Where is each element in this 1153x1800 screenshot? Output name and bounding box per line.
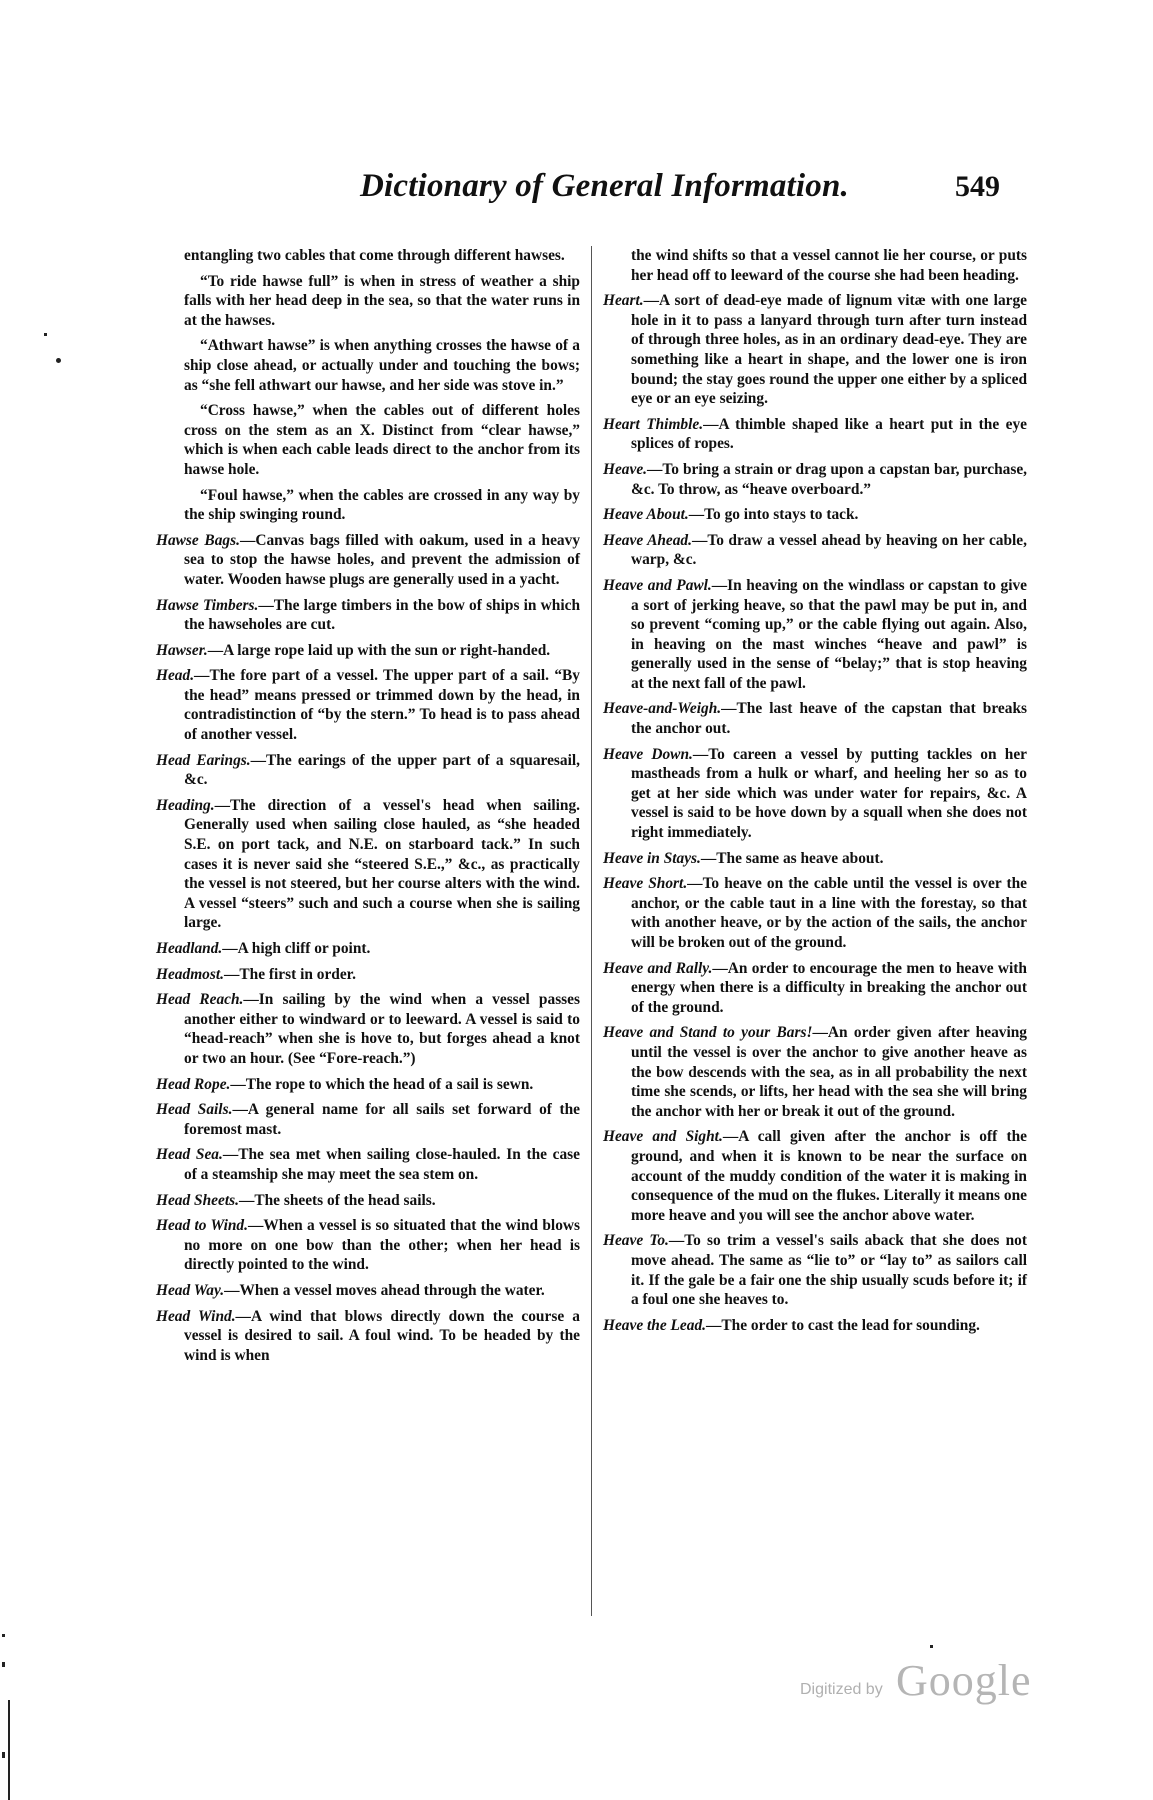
scan-mark [930, 1645, 933, 1648]
entry-definition: —The same as heave about. [700, 849, 884, 867]
entry-term: Head Sea. [156, 1146, 223, 1164]
entry-term: Headmost. [156, 965, 224, 983]
dictionary-entry [603, 576, 1027, 694]
entry-definition: —To so trim a vessel's sails aback that she does not move ahead. The same as “lie to” or “lay to” as sailors call it. If the gale be a fair one the ship usually scuds before it; if a foul one she heaves to. [631, 1232, 1027, 1309]
dictionary-entry [156, 531, 580, 590]
dictionary-entry [156, 796, 580, 933]
entry-definition: —Canvas bags filled with oakum, used in a heavy sea to stop the hawse holes, and prevent the admission of water. Wooden hawse plugs are generally used in a yacht. [184, 531, 581, 588]
entry-definition: —When a vessel is so situated that the wind blows no more on one bow than the other; when her head is directly pointed to the wind. [184, 1217, 580, 1274]
continued-text: entangling two cables that come through different hawses. [184, 247, 565, 264]
dictionary-entry [603, 1231, 1027, 1309]
entry-term: Heave-and-Weigh. [603, 700, 722, 718]
dictionary-entry [156, 641, 580, 661]
dictionary-entry [603, 849, 1027, 869]
sub-paragraph: “Cross hawse,” when the cables out of different holes cross on the stem as an X. Distinct from “clear hawse,” which is when each cable leads direct to the anchor from its hawse hole. [184, 402, 580, 478]
entry-definition: —A wind that blows directly down the course a vessel is desired to sail. A foul wind. To be headed by the wind is when [184, 1307, 580, 1364]
entry-term: Hawse Timbers. [156, 596, 259, 614]
entry-term: Head Wind. [156, 1307, 236, 1325]
column-divider [591, 246, 592, 1616]
scan-mark [8, 1700, 10, 1800]
entry-term: Head Way. [156, 1281, 225, 1299]
entry-definition: —When a vessel moves ahead through the water. [224, 1281, 545, 1299]
dictionary-entry [603, 505, 1027, 525]
google-watermark [800, 1655, 1060, 1705]
entry-term: Heave Down. [603, 745, 693, 763]
right-column [603, 246, 1027, 1341]
dictionary-entry [156, 666, 580, 744]
dictionary-entry [156, 990, 580, 1068]
entry-term: Heave To. [603, 1232, 669, 1250]
dictionary-entry [156, 1307, 580, 1366]
entry-definition: —The order to cast the lead for sounding. [706, 1316, 980, 1334]
sub-paragraph: “To ride hawse full” is when in stress of weather a ship falls with her head deep in the sea, so that the water runs in at the hawses. [184, 272, 580, 329]
entry-term: Hawse Bags. [156, 531, 240, 549]
dictionary-entry [156, 1216, 580, 1275]
dictionary-entry [156, 1100, 580, 1139]
dictionary-entry [603, 531, 1027, 570]
entry-definition: —In sailing by the wind when a vessel passes another either to windward or to leeward. A vessel is said to “head-reach” when she is hove to, but forges ahead a knot or two an hour. (See “Fore-reach.”) [184, 991, 580, 1067]
entry-term: Heave About. [603, 506, 689, 524]
dictionary-entry [156, 965, 580, 985]
entry-definition: —To draw a vessel ahead by heaving on her cable, warp, &c. [631, 531, 1027, 569]
entry-definition: —To careen a vessel by putting tackles on her mastheads from a hulk or wharf, and heeling her so as to get at her side which was under water for repairs, &c. A vessel is said to be hove down by a squall when she does not right immediately. [631, 745, 1027, 842]
entry-definition: —An order to encourage the men to heave with energy when there is a difficulty in breaking the anchor out of the ground. [631, 959, 1027, 1016]
entry-definition: —To bring a strain or drag upon a capstan bar, purchase, &c. To throw, as “heave overboard.” [631, 460, 1027, 498]
page-header [360, 168, 1000, 218]
entry-term: Heave and Rally. [603, 959, 713, 977]
entry-term: Head Earings. [156, 751, 251, 769]
entry-term: Head. [156, 667, 195, 685]
entry-term: Head Reach. [156, 991, 244, 1009]
entry-term: Heave. [603, 460, 648, 478]
entry-definition: —A sort of dead-eye made of lignum vitæ with one large hole in it to pass a lanyard through turn after turn instead of through three holes, as in an ordinary dead-eye. They are something like a heart in shape, and the lower one is iron bound; the stay goes round the upper one either by a spliced eye or an eye seizing. [631, 292, 1027, 408]
entry-term: Heave the Lead. [603, 1316, 706, 1334]
running-title: Dictionary of General Information. [360, 168, 849, 204]
page-number: 549 [955, 170, 1000, 203]
entry-definition: —The first in order. [223, 965, 356, 983]
entry-term: Head Sheets. [156, 1191, 239, 1209]
entry-definition: —In heaving on the windlass or capstan to give a sort of jerking heave, so that the pawl may be put in, and so prevent “coming up,” or the cable flying out again. Also, in heaving on the mast winches “heave and pawl” is generally used in the sense of “belay;” that is stop heaving at the next fall of the pawl. [631, 576, 1027, 692]
dictionary-entry [603, 959, 1027, 1018]
entry-definition: —A general name for all sails set forward of the foremost mast. [184, 1101, 580, 1138]
entry-term: Headland. [156, 940, 223, 957]
entry-definition: —The large timbers in the bow of ships in which the hawseholes are cut. [184, 596, 580, 634]
entry-definition: —The sheets of the head sails. [238, 1191, 436, 1209]
continued-text: the wind shifts so that a vessel cannot lie her course, or puts her head off to leeward of the course she had been heading. [631, 247, 1027, 284]
dictionary-entry [156, 939, 580, 959]
scan-mark [44, 333, 47, 336]
dictionary-entry [603, 1316, 1027, 1336]
entry-term: Heave Short. [603, 875, 688, 893]
entry-definition: —The sea met when sailing close-hauled. In the case of a steamship she may meet the sea stem on. [184, 1146, 580, 1183]
dictionary-entry [603, 699, 1027, 738]
entry-term: Heart. [603, 292, 644, 310]
entry-definition: —To heave on the cable until the vessel is over the anchor, or the cable taut in a line with the forestay, so that with another heave, or by the action of the sails, the anchor will be broken out of the ground. [631, 875, 1027, 951]
dictionary-entry [603, 1023, 1027, 1121]
entry-definition: —The rope to which the head of a sail is sewn. [230, 1075, 534, 1093]
watermark-google-logo: Google [896, 1656, 1032, 1705]
scan-mark [2, 1752, 5, 1758]
dictionary-entry [603, 874, 1027, 952]
sub-paragraph: “Athwart hawse” is when anything crosses the hawse of a ship close ahead, or actually under and touching the bows; as “she fell athwart our hawse, and her side was stove in.” [184, 337, 580, 394]
scan-mark [2, 1662, 5, 1667]
dictionary-entry [603, 745, 1027, 843]
entry-term: Hawser. [156, 641, 208, 659]
dictionary-entry [156, 751, 580, 790]
watermark-digitized-text: Digitized by [800, 1681, 883, 1698]
scan-mark [2, 1634, 5, 1637]
entry-term: Heave and Sight. [603, 1128, 723, 1146]
dictionary-entry [156, 1191, 580, 1211]
entry-definition: —A large rope laid up with the sun or right-handed. [207, 641, 551, 659]
entry-definition: —An order given after heaving until the vessel is over the anchor to give another heave as the bow descends with the sea, as in all probability the next time she scends, or lifts, her head with the sea she will bring the anchor with her or break it out of the ground. [631, 1024, 1027, 1120]
entry-definition: —To go into stays to tack. [688, 506, 859, 524]
entry-definition: —A thimble shaped like a heart put in the eye splices of ropes. [631, 415, 1027, 453]
dictionary-entry [156, 1075, 580, 1095]
entry-term: Heave in Stays. [603, 849, 701, 867]
scan-mark [56, 358, 61, 363]
dictionary-entry [603, 460, 1027, 499]
entry-definition: —The fore part of a vessel. The upper part of a sail. “By the head” means pressed or trimmed down by the head, in contradistinction of “by the stern.” To head is to pass ahead of another vessel. [184, 667, 580, 744]
dictionary-entry [603, 415, 1027, 454]
entry-term: Heave and Stand to your Bars! [603, 1024, 813, 1042]
entry-term: Heave and Pawl. [603, 576, 712, 594]
entry-definition: —The last heave of the capstan that breaks the anchor out. [631, 700, 1027, 738]
entry-definition: —The direction of a vessel's head when sailing. Generally used when sailing close hauled, as “she headed S.E. on port tack, and N.E. on starboard tack.” In such cases it is never said she “steered S.E.,” &c., as practically the vessel is not steered, but her course alters with the wind. A vessel “steers” such and such a course when she is sailing large. [184, 796, 580, 932]
entry-term: Head Sails. [156, 1101, 233, 1119]
entry-term: Heading. [156, 796, 215, 814]
entry-term: Heart Thimble. [603, 415, 704, 433]
dictionary-entry [156, 1145, 580, 1184]
dictionary-entry [156, 1281, 580, 1301]
sub-paragraph: “Foul hawse,” when the cables are crossed in any way by the ship swinging round. [184, 486, 580, 524]
entry-definition: —A high cliff or point. [222, 940, 371, 957]
dictionary-entry [603, 291, 1027, 409]
dictionary-entry [603, 1127, 1027, 1225]
left-column [156, 246, 580, 1371]
entry-term: Heave Ahead. [603, 531, 692, 549]
dictionary-entry [156, 596, 580, 635]
entry-definition: —A call given after the anchor is off the ground, and when it is known to be near the surface on account of the muddy condition of the water it is making in consequence of the mud on the flukes. Literally it means one more heave and you will see the anchor above water. [631, 1128, 1027, 1224]
entry-term: Head Rope. [156, 1075, 231, 1093]
entry-definition: —The earings of the upper part of a squaresail, &c. [184, 751, 580, 789]
entry-term: Head to Wind. [156, 1217, 248, 1235]
